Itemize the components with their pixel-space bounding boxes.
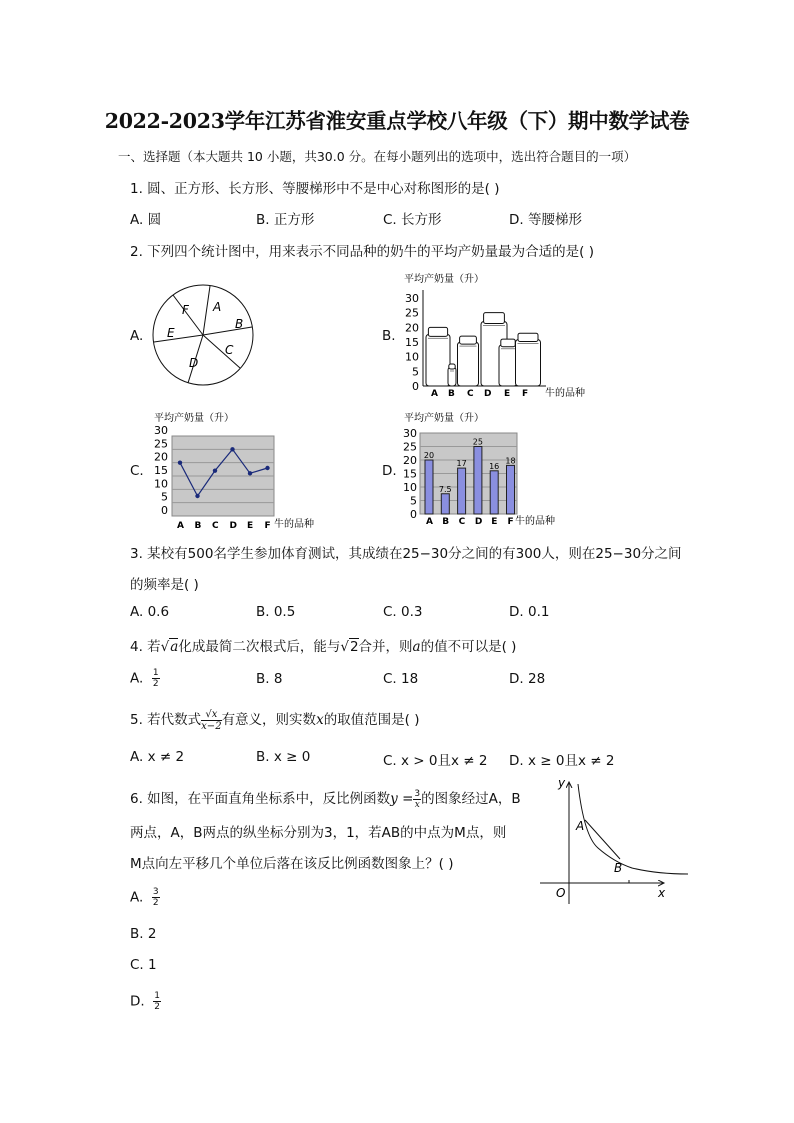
q6-option-d-label: D. [130,993,145,1010]
fraction-denominator: 2 [152,898,159,908]
chart-b-category: E [504,389,511,399]
question-3-stem-line-1: 3. 某校有500名学生参加体育测试，其成绩在25−30分之间的有300人，则在25−30分之间 [130,546,682,562]
q2-option-c[interactable]: C. [130,463,144,479]
sqrt-2-radicand: 2 [349,639,359,655]
q1-option-c[interactable]: C. 长方形 [383,212,442,228]
fraction-denominator: 2 [154,1002,161,1012]
chart-c-category: C [212,521,219,531]
chart-b-y-tick: 10 [405,350,419,364]
section-heading: 一、选择题（本大题共 10 小题，共30.0 分。在每小题列出的选项中，选出符合题目的一项） [118,149,637,164]
q6-option-b[interactable]: B. 2 [130,926,157,942]
question-2-stem: 2. 下列四个统计图中，用来表示不同品种的奶牛的平均产奶量最为合适的是( ) [130,244,594,260]
chart-c-y-tick: 30 [154,424,168,437]
line-chart [148,407,348,532]
x-axis-label: x [658,886,666,900]
chart-d-y-tick: 10 [403,481,417,494]
chart-d-y-tick: 0 [410,508,417,521]
chart-d-y-tick: 5 [410,494,417,508]
chart-d-value-label: 7.5 [438,484,452,494]
question-6-line-3: M点向左平移几个单位后落在该反比例函数图象上？( ) [130,856,454,872]
q3-option-d[interactable]: D. 0.1 [509,604,550,620]
q6-option-a[interactable] [130,887,160,908]
bottle-cap-B [449,364,455,369]
chart-d-value-label: 16 [489,461,500,471]
chart-d-bar-A [425,460,433,514]
question-6-line-1 [130,787,521,810]
q6-option-a-label: A. [130,889,144,906]
sqrt-a: √a [160,639,179,655]
chart-c-y-tick: 15 [154,464,168,477]
question-6-line-2: 两点，A，B两点的纵坐标分别为3，1，若AB的中点为M点，则 [130,825,507,841]
q5-option-a[interactable]: A. x ≠ 2 [130,749,185,765]
fraction-numerator: 1 [154,991,161,1001]
chart-d-y-tick: 20 [403,454,417,467]
chart-c-point-C [213,468,217,472]
q1-option-b[interactable]: B. 正方形 [256,212,315,228]
fraction-denominator: 2 [152,679,159,689]
bottle-A [426,334,450,386]
q3-option-c[interactable]: C. 0.3 [383,604,423,620]
q6-text-2: 的图象经过A，B [421,791,521,807]
q5-option-c[interactable]: C. x > 0且x ≠ 2 [383,753,488,769]
chart-d-value-label: 20 [423,451,435,460]
q5-text-3: 的取值范围是( ) [323,712,420,728]
chart-d-y-tick: 25 [403,440,417,454]
hyperbola-curve [578,784,688,874]
q4-text-4: 的值不可以是( ) [420,639,517,655]
pie-label-b: B [235,317,244,331]
chart-b-y-tick: 0 [412,380,419,393]
chart-d-bar-C [458,468,466,514]
chart-b-category: D [484,389,492,399]
chart-d-value-label: 17 [456,459,467,469]
q4-text-1: 4. 若 [130,639,161,655]
q3-option-a[interactable]: A. 0.6 [130,604,170,620]
segment-ab [585,820,620,859]
pie-label-e: E [167,326,175,340]
chart-c-category: B [194,521,202,531]
q5-fraction [201,709,221,732]
chart-c-category: E [247,521,254,531]
chart-b-category: A [431,389,438,399]
chart-b-category: F [522,389,529,399]
chart-d-bar-E [490,471,498,514]
q4-text-3: 合并，则 [358,639,413,655]
q4-variable: a [412,639,421,655]
chart-d-bar-D [474,447,482,515]
chart-b-y-tick: 15 [405,336,419,349]
bottle-E [499,345,517,386]
chart-d-ylabel: 平均产奶量（升） [404,413,484,424]
q5-text-2: 有意义，则实数 [221,712,317,728]
chart-c-y-tick: 20 [154,450,168,464]
hyperbola-figure [532,776,692,906]
chart-b-y-tick: 25 [405,306,419,320]
origin-label: O [556,886,566,900]
chart-d-bar-F [507,465,515,514]
chart-b-y-tick: 20 [405,321,419,335]
chart-d-value-label: 25 [472,437,483,447]
q4-option-d[interactable]: D. 28 [509,671,546,687]
q4-text-2: 化成最简二次根式后，能与 [178,639,341,655]
chart-d-category: A [426,517,433,527]
q1-option-a[interactable]: A. 圆 [130,212,162,228]
chart-d-category: E [491,517,498,527]
page-title: 2022-2023学年江苏省淮安重点学校八年级（下）期中数学试卷 [104,109,690,133]
chart-d-bar-B [441,494,449,514]
chart-d-category: C [458,517,466,527]
question-5-stem [130,708,420,732]
q6-option-c[interactable]: C. 1 [130,957,157,973]
q6-equation: y = [390,791,414,807]
chart-c-point-D [230,447,234,451]
q6-option-d[interactable] [130,991,161,1012]
q2-option-a[interactable]: A. [130,328,144,344]
fraction-denominator: x [414,799,420,810]
sqrt-a-radicand: a [170,639,179,655]
q6-fraction [413,789,421,810]
question-4-stem [130,635,516,655]
chart-d-xlabel: 牛的品种 [515,516,555,527]
q6-text-1: 6. 如图，在平面直角坐标系中，反比例函数 [130,791,391,807]
chart-c-category: A [177,521,184,531]
q5-option-b[interactable]: B. x ≥ 0 [256,749,311,765]
bottle-cap-E [501,339,515,347]
question-1-stem: 1. 圆、正方形、长方形、等腰梯形中不是中心对称图形的是( ) [130,181,500,197]
pie-label-a: A [213,300,222,314]
q2-option-b[interactable]: B. [382,328,396,344]
bottle-B [448,367,456,386]
bottle-cap-D [484,313,505,324]
q6-option-d-fraction [153,991,161,1012]
bottle-chart [398,270,588,400]
bottle-F [516,340,541,386]
pie-label-c: C [225,343,234,357]
bottle-C [458,342,479,386]
chart-d-y-tick: 30 [403,427,417,440]
chart-c-y-tick: 10 [154,477,168,491]
chart-c-category: F [264,521,271,531]
chart-d-value-label: 18 [505,456,516,466]
bottle-cap-F [518,333,538,341]
pie-label-d: D [189,356,199,370]
chart-c-ylabel: 平均产奶量（升） [154,413,234,424]
chart-c-xlabel: 牛的品种 [274,519,314,530]
q4-option-a-fraction [152,668,160,689]
chart-d-category: D [474,517,483,527]
chart-d-category: B [442,517,450,527]
q5-option-d[interactable]: D. x ≥ 0且x ≠ 2 [509,753,615,769]
chart-c-y-tick: 0 [161,504,168,517]
q1-option-d[interactable]: D. 等腰梯形 [509,212,582,228]
chart-c-point-E [248,471,252,475]
chart-d-y-tick: 15 [403,467,417,481]
chart-c-y-tick: 25 [154,437,168,451]
q4-option-c[interactable]: C. 18 [383,671,419,687]
point-b-label: B [614,861,623,875]
point-a-label: A [576,819,585,833]
chart-b-y-tick: 5 [412,365,419,379]
q6-option-a-fraction [152,887,160,908]
pie-chart [148,284,260,388]
chart-c-point-F [265,466,269,470]
fraction-numerator: √x [201,709,221,721]
q5-variable: x [316,712,324,728]
sqrt-2: √2 [340,639,359,655]
fraction-numerator: 3 [152,887,159,897]
q4-option-a[interactable] [130,668,160,689]
chart-b-xlabel: 牛的品种 [545,388,585,399]
bottle-cap-A [428,327,447,336]
chart-c-y-tick: 5 [161,490,168,504]
chart-c-category: D [229,521,237,531]
y-axis-label: y [558,776,566,790]
q5-text-1: 5. 若代数式 [130,712,202,728]
fraction-numerator: 1 [152,668,159,678]
question-3-stem-line-2: 的频率是( ) [130,577,199,593]
chart-b-ylabel: 平均产奶量（升） [404,274,484,285]
chart-d-category: F [507,517,514,527]
q4-option-a-label: A. [130,670,144,687]
chart-b-y-tick: 30 [405,292,419,305]
chart-c-point-B [195,494,199,498]
fraction-numerator: 3 [414,788,421,799]
chart-b-category: C [467,389,474,399]
fraction-denominator: x−2 [201,720,222,732]
q2-option-d[interactable]: D. [382,463,397,479]
q4-option-b[interactable]: B. 8 [256,671,283,687]
pie-label-f: F [182,303,189,317]
chart-b-category: B [448,389,455,399]
bar-chart [398,407,598,532]
bottle-cap-C [460,336,477,344]
chart-c-point-A [178,460,182,464]
q3-option-b[interactable]: B. 0.5 [256,604,296,620]
